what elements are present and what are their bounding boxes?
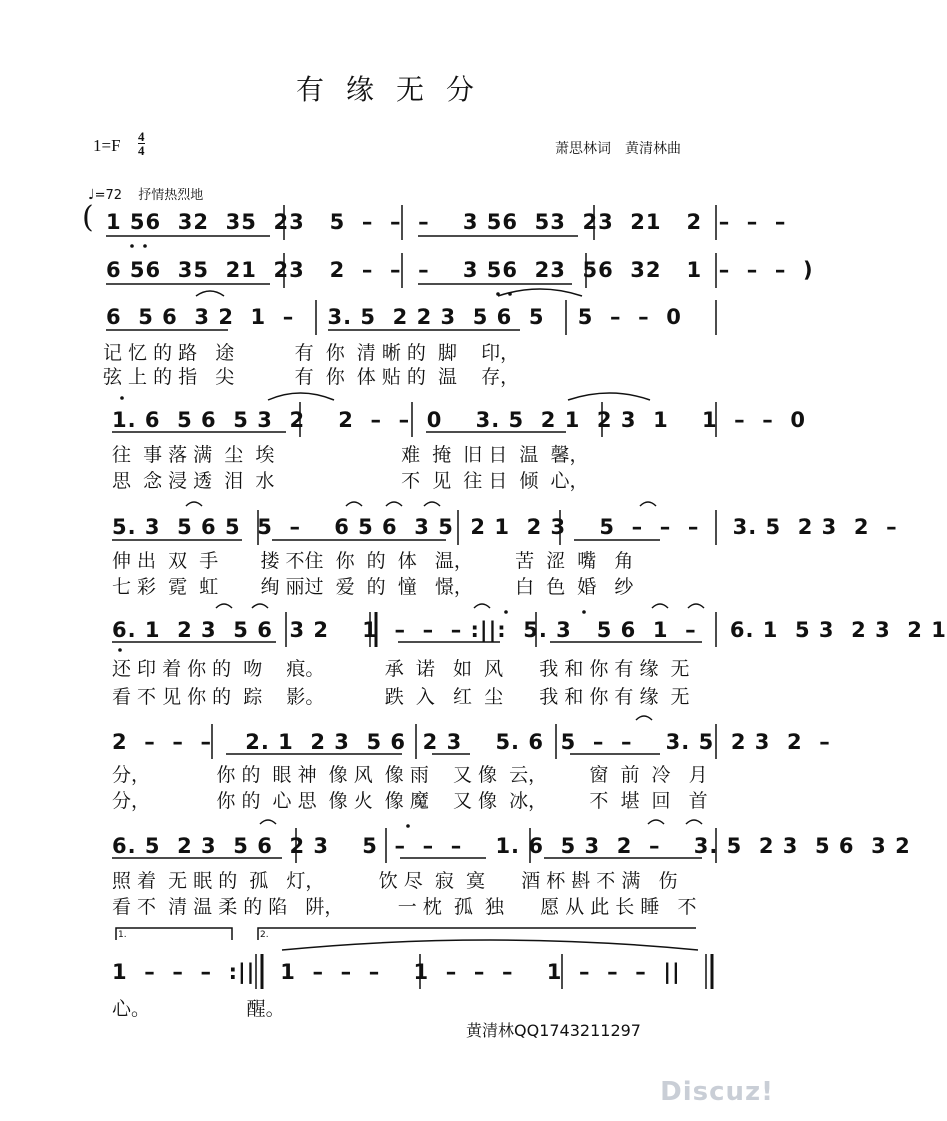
score-row-6: 6. 1 2 3 5 6 3 2 1 – – – :||: 5. 3 5 6 1 – 6. 1 5 3 2 3 2 1 [112,618,947,642]
watermark-logo: Discuz! [660,1077,774,1107]
score-row-7: 2 – – – 2. 1 2 3 5 6 2 3 5. 6 5 – – 3. 5 2 3 2 – [112,730,831,754]
score-row-3: 6 5 6 3 2 1 – 3. 5 2 2 3 5 6 5 5 – – 0 [106,305,682,329]
arranger-signature: 黄清林QQ1743211297 [466,1021,641,1040]
lyric-row-8-verse-2: 看 不 清 温 柔 的 陷 阱， 一 枕 孤 独 愿 从 此 长 睡 不 [112,896,697,918]
lyric-row-3-verse-2: 弦 上 的 指 尖 有 你 体 贴 的 温 存， [103,366,520,388]
time-denominator: 4 [138,143,145,158]
lyric-row-7-verse-2: 分， 你 的 心 思 像 火 像 魔 又 像 冰， 不 堪 回 首 [112,790,708,812]
score-row-2: 6 56 35 21 23 2 – – – 3 56 23 56 32 1 – – – ) [106,258,814,282]
lyric-row-5-verse-2: 七 彩 霓 虹 绚 丽过 爱 的 憧 憬， 白 色 婚 纱 [112,576,634,598]
score-row-4: 1. 6 5 6 5 3 2 2 – – 0 3. 5 2 1 2 3 1 1 – – 0 [112,408,807,432]
time-numerator: 4 [138,129,145,144]
score-row-8: 6. 5 2 3 5 6 2 3 5 – – – 1. 6 5 3 2 – 3. 5 2 3 5 6 3 2 [112,834,911,858]
lyric-row-5-verse-1: 伸 出 双 手 搂 不住 你 的 体 温， 苦 涩 嘴 角 [112,550,634,572]
expression-mark: 抒情热烈地 [138,188,204,203]
volta-2-label: 2. [260,930,269,940]
lyric-row-8-verse-1: 照 着 无 眠 的 孤 灯， 饮 尽 寂 寞 酒 杯 斟 不 满 伤 [112,870,678,892]
score-row-1: 1 56 32 35 23 5 – – – 3 56 53 23 21 2 – – – [106,210,787,234]
lyric-row-3-verse-1: 记 忆 的 路 途 有 你 清 晰 的 脚 印， [103,342,520,364]
lyric-row-9-verse-1: 心。 醒。 [112,998,285,1020]
score-row-5: 5. 3 5 6 5 5 – 6 5 6 3 5 2 1 2 3 5 – – – 3. 5 2 3 2 – [112,515,898,539]
lyric-row-7-verse-1: 分， 你 的 眼 神 像 风 像 雨 又 像 云， 窗 前 冷 月 [112,764,708,786]
credits: 萧思林词 黄清林曲 [555,141,681,157]
tempo-value: =72 [94,188,123,203]
lyric-row-6-verse-2: 看 不 见 你 的 踪 影。 跌 入 红 尘 我 和 你 有 缘 无 [112,686,690,708]
lyric-row-6-verse-1: 还 印 着 你 的 吻 痕。 承 诺 如 风 我 和 你 有 缘 无 [112,658,690,680]
volta-1-label: 1. [118,930,127,940]
lyric-row-4-verse-1: 往 事 落 满 尘 埃 难 掩 旧 日 温 馨， [112,444,589,466]
quarter-note-icon: ♩ [88,187,95,203]
score-row-9: 1 – – – :|| 1 – – – 1 – – – 1 – – – || [112,960,681,984]
lyric-row-4-verse-2: 思 念 浸 透 泪 水 不 见 往 日 倾 心， [112,470,589,492]
repeat-open-paren: ( [82,200,94,235]
song-title: 有缘无分 [295,73,496,106]
key-signature: 1=F [93,136,121,155]
